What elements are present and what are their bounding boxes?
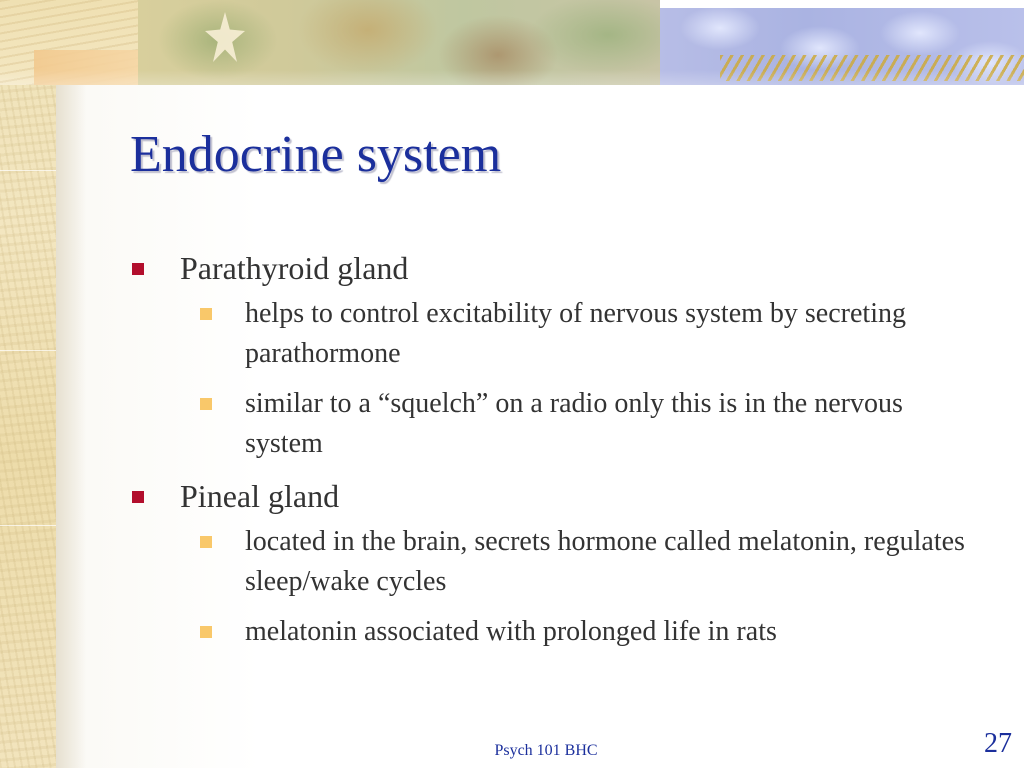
slide-number: 27 (984, 728, 1012, 759)
sub-bullet-text: melatonin associated with prolonged life in rats (245, 616, 777, 647)
left-decorative-strip (0, 0, 56, 768)
square-bullet-icon (132, 263, 144, 275)
sub-bullet (130, 612, 970, 652)
top-decorative-banner (0, 0, 1024, 85)
banner-fade (0, 70, 1024, 85)
square-bullet-icon (132, 491, 144, 503)
bullet-parathyroid (130, 246, 970, 290)
slide-title: Endocrine system (130, 126, 502, 183)
sub-bullet-list (130, 522, 970, 652)
strip-seam (0, 350, 56, 351)
left-shadow (56, 85, 86, 768)
sub-bullet-text: located in the brain, secrets hormone called melatonin, regulates sleep/wake cycles (245, 526, 965, 597)
sub-bullet-text: similar to a “squelch” on a radio only this is in the nervous system (245, 388, 903, 459)
square-bullet-icon (200, 536, 212, 548)
square-bullet-icon (200, 308, 212, 320)
sub-bullet (130, 522, 970, 602)
slide-content (130, 246, 970, 662)
sub-bullet (130, 294, 970, 374)
bullet-text: Pineal gland (180, 478, 340, 514)
bullet-text: Parathyroid gland (180, 250, 409, 286)
sub-bullet (130, 384, 970, 464)
square-bullet-icon (200, 626, 212, 638)
sub-bullet-list (130, 294, 970, 464)
bullet-pineal (130, 474, 970, 518)
square-bullet-icon (200, 398, 212, 410)
banner-white-edge (660, 0, 1024, 8)
strip-seam (0, 170, 56, 171)
sub-bullet-text: helps to control excitability of nervous system by secreting parathormone (245, 298, 906, 369)
strip-seam (0, 525, 56, 526)
slide-footer: Psych 101 BHC (494, 742, 598, 759)
